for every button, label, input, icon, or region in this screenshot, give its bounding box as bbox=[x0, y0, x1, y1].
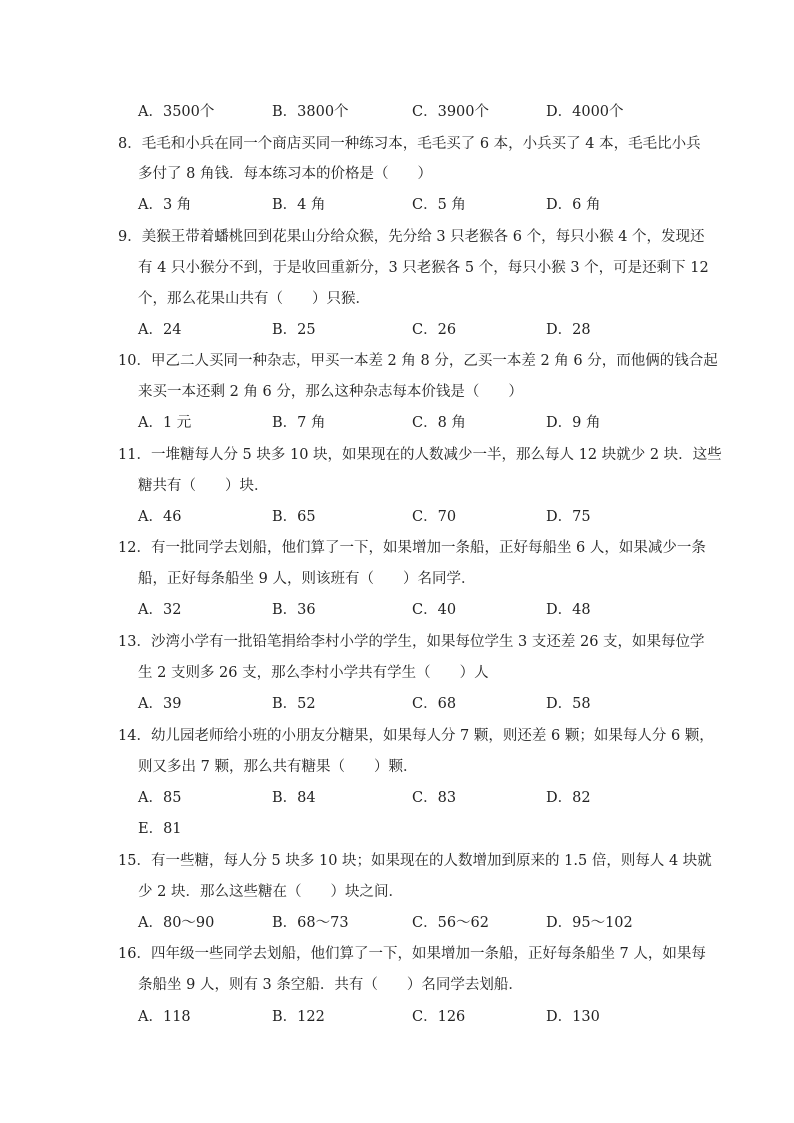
q8-option-a: A．3 角 bbox=[138, 197, 192, 213]
q14-stem-line2: 则又多出 7 颗，那么共有糖果（ ）颗． bbox=[138, 759, 418, 775]
q13-option-b: B．52 bbox=[272, 696, 316, 712]
q12-option-a: A．32 bbox=[138, 602, 182, 618]
q14-option-d: D．82 bbox=[546, 790, 591, 806]
q8-option-d: D．6 角 bbox=[546, 197, 601, 213]
q9-option-a: A．24 bbox=[138, 322, 182, 338]
q13-stem-line1: 13．沙湾小学有一批铅笔捐给李村小学的学生，如果每位学生 3 支还差 26 支，如果每位学 bbox=[118, 634, 705, 650]
q15-option-c: C．56～62 bbox=[412, 915, 489, 931]
q15-option-a: A．80～90 bbox=[138, 915, 215, 931]
q14-option-c: C．83 bbox=[412, 790, 457, 806]
q9-option-c: C．26 bbox=[412, 322, 457, 338]
q7-option-c: C．3900个 bbox=[412, 104, 489, 120]
q10-option-c: C．8 角 bbox=[412, 415, 466, 431]
q16-option-b: B．122 bbox=[272, 1009, 325, 1025]
q16-stem-line2: 条船坐 9 人，则有 3 条空船．共有（ ）名同学去划船． bbox=[138, 977, 523, 993]
q12-stem-line1: 12．有一批同学去划船，他们算了一下，如果增加一条船，正好每船坐 6 人，如果减少一条 bbox=[118, 540, 706, 556]
q11-option-c: C．70 bbox=[412, 509, 457, 525]
q9-option-b: B．25 bbox=[272, 322, 316, 338]
q15-stem-line1: 15．有一些糖，每人分 5 块多 10 块；如果现在的人数增加到原来的 1.5 倍，则每人 4 块就 bbox=[118, 853, 712, 869]
q11-option-b: B．65 bbox=[272, 509, 316, 525]
q11-stem-line1: 11．一堆糖每人分 5 块多 10 块，如果现在的人数减少一半，那么每人 12 块就少 2 块．这些 bbox=[118, 447, 722, 463]
q10-option-a: A．1 元 bbox=[138, 415, 192, 431]
q8-stem-line2: 多付了 8 角钱．每本练习本的价格是（ ） bbox=[138, 166, 432, 182]
q11-stem-line2: 糖共有（ ）块． bbox=[138, 478, 269, 494]
q10-option-d: D．9 角 bbox=[546, 415, 601, 431]
q10-option-b: B．7 角 bbox=[272, 415, 326, 431]
q8-stem-line1: 8．毛毛和小兵在同一个商店买同一种练习本，毛毛买了 6 本，小兵买了 4 本，毛毛比小兵 bbox=[118, 136, 701, 152]
q16-option-a: A．118 bbox=[138, 1009, 191, 1025]
q12-option-b: B．36 bbox=[272, 602, 316, 618]
q12-option-d: D．48 bbox=[546, 602, 591, 618]
q16-option-c: C．126 bbox=[412, 1009, 466, 1025]
q16-stem-line1: 16．四年级一些同学去划船，他们算了一下，如果增加一条船，正好每条船坐 7 人，如果每 bbox=[118, 946, 706, 962]
q10-stem-line1: 10．甲乙二人买同一种杂志，甲买一本差 2 角 8 分，乙买一本差 2 角 6 分，而他俩的钱合起 bbox=[118, 353, 718, 369]
q15-stem-line2: 少 2 块．那么这些糖在（ ）块之间． bbox=[138, 884, 403, 900]
q11-option-a: A．46 bbox=[138, 509, 182, 525]
q10-stem-line2: 来买一本还剩 2 角 6 分，那么这种杂志每本价钱是（ ） bbox=[138, 384, 523, 400]
q11-option-d: D．75 bbox=[546, 509, 591, 525]
q12-stem-line2: 船，正好每条船坐 9 人，则该班有（ ）名同学． bbox=[138, 571, 476, 587]
q9-stem-line1: 9．美猴王带着蟠桃回到花果山分给众猴，先分给 3 只老猴各 6 个，每只小猴 4 个，发现还 bbox=[118, 229, 705, 245]
q12-option-c: C．40 bbox=[412, 602, 457, 618]
q13-option-c: C．68 bbox=[412, 696, 457, 712]
q15-option-b: B．68～73 bbox=[272, 915, 349, 931]
q8-option-b: B．4 角 bbox=[272, 197, 326, 213]
q7-option-a: A．3500个 bbox=[138, 104, 215, 120]
q9-stem-line2: 有 4 只小猴分不到，于是收回重新分，3 只老猴各 5 个，每只小猴 3 个，可是还剩下 12 bbox=[138, 260, 709, 276]
q13-option-d: D．58 bbox=[546, 696, 591, 712]
q14-option-a: A．85 bbox=[138, 790, 182, 806]
q14-option-e: E．81 bbox=[138, 821, 182, 837]
q16-option-d: D．130 bbox=[546, 1009, 600, 1025]
q13-stem-line2: 生 2 支则多 26 支，那么李村小学共有学生（ ）人 bbox=[138, 665, 489, 681]
q14-stem-line1: 14．幼儿园老师给小班的小朋友分糖果，如果每人分 7 颗，则还差 6 颗；如果每人分 6 颗， bbox=[118, 728, 714, 744]
q13-option-a: A．39 bbox=[138, 696, 182, 712]
q15-option-d: D．95～102 bbox=[546, 915, 633, 931]
q7-option-b: B．3800个 bbox=[272, 104, 349, 120]
q9-stem-line3: 个，那么花果山共有（ ）只猴． bbox=[138, 291, 370, 307]
q9-option-d: D．28 bbox=[546, 322, 591, 338]
q14-option-b: B．84 bbox=[272, 790, 316, 806]
q8-option-c: C．5 角 bbox=[412, 197, 466, 213]
q7-option-d: D．4000个 bbox=[546, 104, 624, 120]
